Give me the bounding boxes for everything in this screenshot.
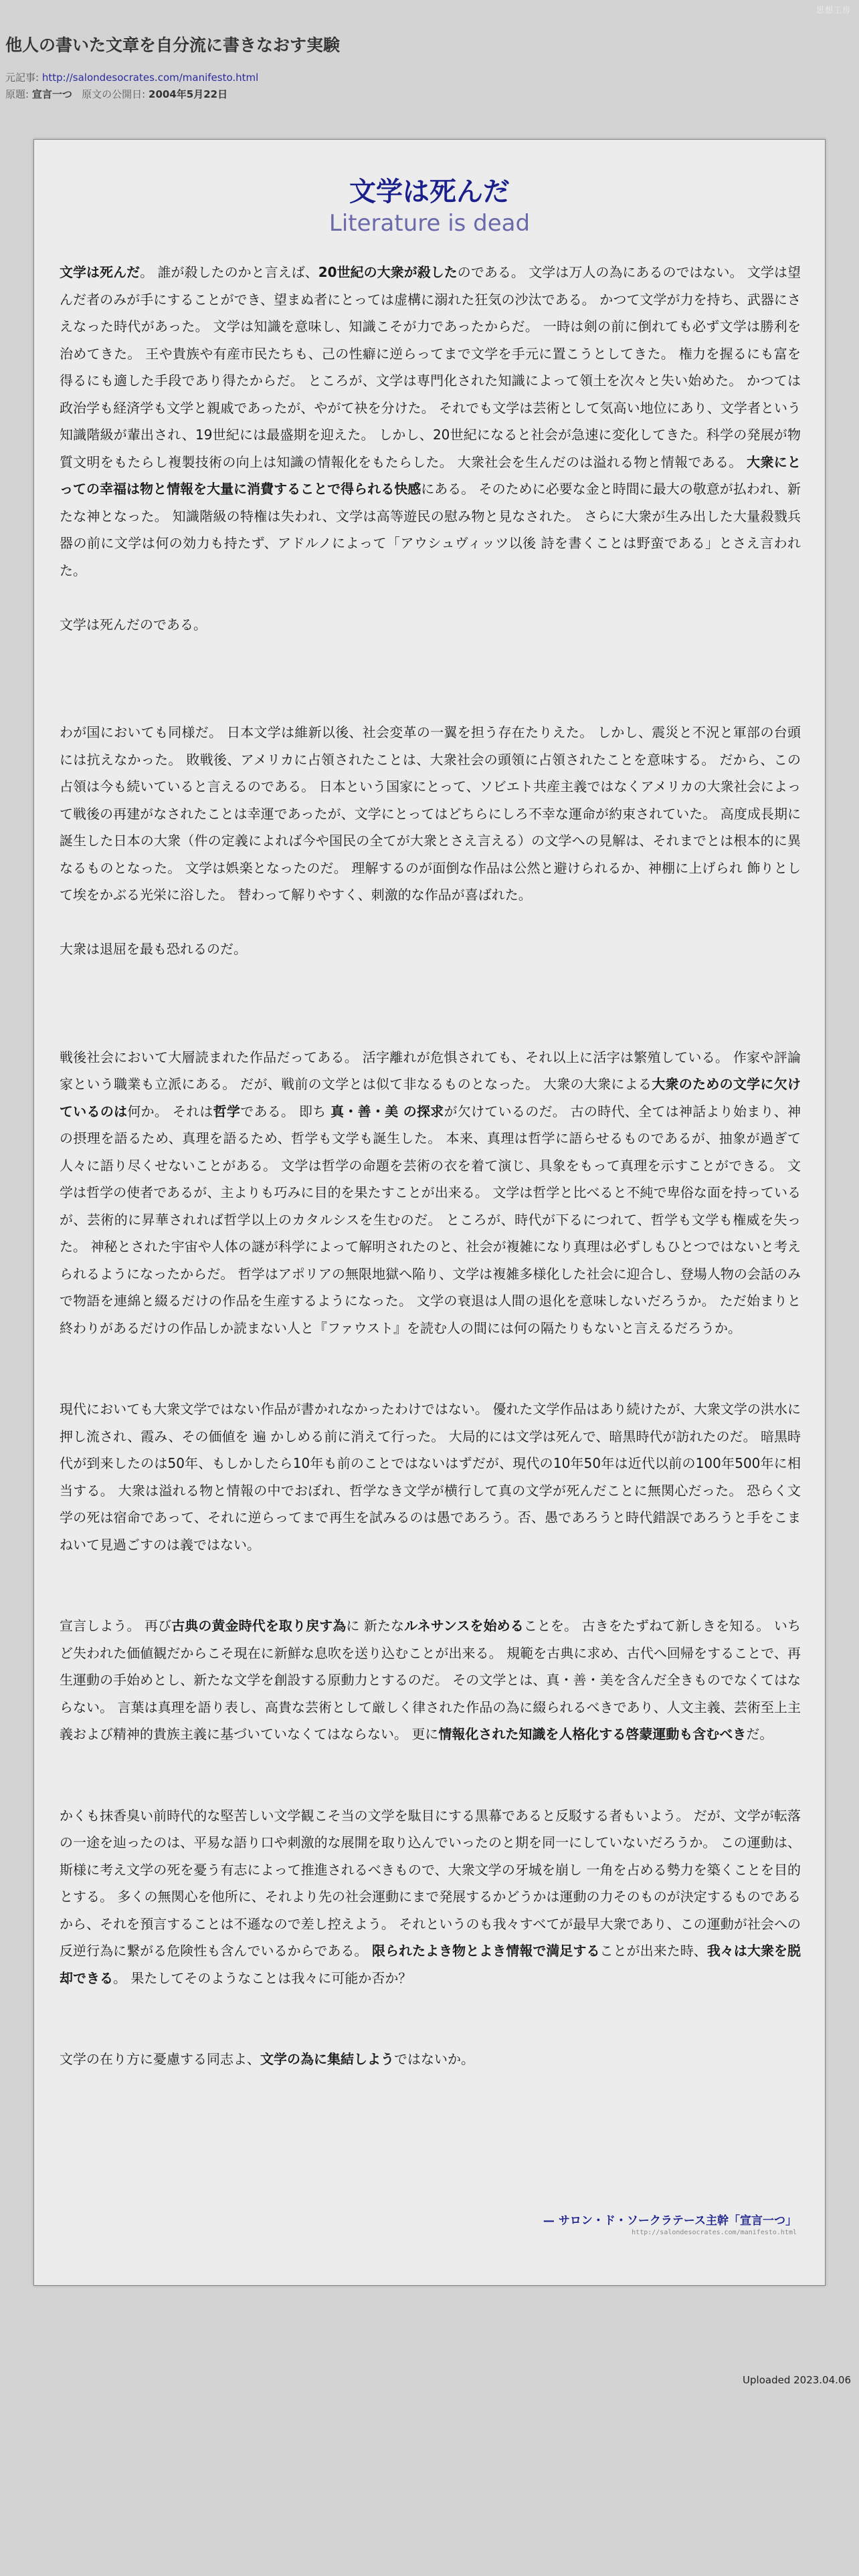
author-name: 宣言一つ	[31, 88, 72, 100]
page-title: 他人の書いた文章を自分流に書きなおす実験	[5, 35, 341, 55]
publish-date: 2004年5月22日	[149, 88, 228, 100]
upload-date: Uploaded 2023.04.06	[743, 2374, 851, 2386]
article-paper	[33, 139, 826, 2286]
paragraph: 文学の在り方に憂慮する同志よ、文学の為に集結しようではないか。	[60, 2051, 474, 2067]
paragraph: 文学は死んだ。 誰が殺したのかと言えば、20世紀の大衆が殺したのである。 文学は万人の為にあるのではない。 文学は望んだ者のみが手にすることができ、望まぬ者にとっては虚構に溺れた狂気の沙汰である。 かつて文学が力を持ち、武器にさえなった時代があった。 文学は知識を意味し、知識こそが力であったからだ。 一時は剣の前に倒れても必ず文学は勝利を治めてきた。 王や貴族や有産市民たちも、己の性癖に逆らってまで文学を手元に置こうとしてきた。 権力を握るにも富を得るにも適した手段であり得たからだ。 ところが、文学は専門化された知識によって領土を次々と失い始めた。 かつては政治学も経済学も文学と親戚であったが、やがて袂を分けた。 それでも文学は芸術として気高い地位にあり、文学者という知識階級が輩出され、19世紀には最盛期を迎えた。 しかし、20世紀になると社会が急速に変化してきた。科学の発展が物質文明をもたらし複製技術の向上は知識の情報化をもたらした。 大衆社会を生んだのは溢れる物と情報である。 大衆にとっての幸福は物と情報を大量に消費することで得られる快感にある。 そのために必要な金と時間に最大の敬意が払われ、新たな神となった。 知識階級の特権は失われ、文学は高等遊民の慰み物と見なされた。 さらに大衆が生み出した大量殺戮兵器の前に文学は何の効力も持たず、アドルノによって「アウシュヴィッツ以後 詩を書くことは野蛮である」とさえ言われた。	[60, 264, 801, 578]
paragraph: 大衆は退屈を最も恐れるのだ。	[60, 941, 247, 957]
date-label: 原文の公開日:	[82, 88, 146, 100]
meta-line	[5, 86, 808, 103]
signature: — サロン・ド・ソークラテース主幹「宣言一つ」	[543, 2214, 797, 2228]
paragraph: 宣言しよう。 再び古典の黄金時代を取り戻す為に 新たなルネサンスを始めることを。 古きをたずねて新しきを知る。 いちど失われた価値観だからこそ現在に新鮮な息吹を送り込むことが出来る。 規範を古典に求め、古代へ回帰をすることで、再生運動の手始めとし、新たな文学を創設する原動力とするのだ。 その文学とは、真・善・美を含んだ全きものでなくてはならない。 言葉は真理を語り表し、高貴な芸術として厳しく律された作品の為に綴られるべきであり、人文主義、芸術至上主義および精神的貴族主義に基づいていなくてはならない。 更に情報化された知識を人格化する啓蒙運動も含むべきだ。	[60, 1618, 801, 1742]
signature-url: http://salondesocrates.com/manifesto.html	[632, 2229, 797, 2236]
source-link[interactable]: http://salondesocrates.com/manifesto.html	[41, 72, 259, 84]
paragraph: かくも抹香臭い前時代的な堅苦しい文学観こそ当の文学を駄目にする黒幕であると反駁する者もいよう。 だが、文学が転落の一途を辿ったのは、平易な語り口や刺激的な展開を取り込んでいったのと期を同一にしていないだろうか。 この運動は、斯様に考え文学の死を憂う有志によって推進されるべきもので、大衆文学の牙城を崩し 一角を占める勢力を築くことを目的とする。 多くの無関心を他所に、それより先の社会運動にまで発展するかどうかは運動の力そのものが決定するものであるから、それを預言することは不遜なので差し控えよう。 それというのも我々すべてが最早大衆であり、この運動が社会への反逆行為に繋がる危険性も含んでいるからである。 限られたよき物とよき情報で満足することが出来た時、我々は大衆を脱却できる。 果たしてそのようなことは我々に可能か否か？	[60, 1807, 801, 1986]
page-header	[5, 32, 808, 103]
paragraph: 現代においても大衆文学ではない作品が書かれなかったわけではない。 優れた文学作品はあり続けたが、大衆文学の洪水に押し流され、霞み、その価値を 遍 かしめる前に消えて行った。 大局的には文学は死んで、暗黒時代が訪れたのだ。 暗黒時代が到来したのは50年、もしかしたら10年も前のことではないはずだが、現代の10年50年は近代以前の100年500年に相当する。 大衆は溢れる物と情報の中でおぼれ、哲学なき文学が横行して真の文学が死んだことに無関心だった。 恐らく文学の死は宿命であって、それに逆らってまで再生を試みるのは愚であろう。否、愚であろうと時代錯誤であろうと手をこまねいて見過ごすのは義ではない。	[60, 1401, 801, 1553]
author-label: 原題:	[5, 88, 29, 100]
article-title-block	[34, 175, 825, 237]
article-title: 文学は死んだ	[349, 177, 510, 207]
article-body	[60, 259, 801, 2073]
corner-watermark: 思想工房	[816, 5, 851, 15]
paragraph: 文学は死んだのである。	[60, 616, 207, 633]
source-label: 元記事:	[5, 72, 39, 84]
paragraph: 戦後社会において大層読まれた作品だってある。 活字離れが危惧されても、それ以上に活字は繁殖している。 作家や評論家という職業も立派にある。 だが、戦前の文学とは似て非なるものとなった。 大衆の大衆による大衆のための文学に欠けているのは何か。 それは哲学である。 即ち 真・善・美 の探求が欠けているのだ。 古の時代、全ては神話より始まり、神の摂理を語るため、真理を語るため、哲学も文学も誕生した。 本来、真理は哲学に語らせるものであるが、抽象が過ぎて人々に語り尽くせないことがある。 文学は哲学の命題を芸術の衣を着て演じ、具象をもって真理を示すことができる。 文学は哲学の使者であるが、主よりも巧みに目的を果たすことが出来る。 文学は哲学と比べると不純で卑俗な面を持っているが、芸術的に昇華されれば哲学以上のカタルシスを生むのだ。 ところが、時代が下るにつれて、哲学も文学も権威を失った。 神秘とされた宇宙や人体の謎が科学によって解明されたのと、社会が複雑になり真理は必ずしもひとつではないと考えられるようになったからだ。 哲学はアポリアの無限地獄へ陥り、文学は複雑多様化した社会に迎合し、登場人物の会話のみで物語を連綿と綴るだけの作品を生産するようになった。 文学の衰退は人間の退化を意味しないだろうか。 ただ始まりと終わりがあるだけの作品しか読まない人と『ファウスト』を読む人の間には何の隔たりもないと言えるだろうか。	[60, 1049, 801, 1336]
article-subtitle: Literature is dead	[328, 210, 531, 237]
source-line	[5, 70, 808, 86]
paragraph: わが国においても同様だ。 日本文学は維新以後、社会変革の一翼を担う存在たりえた。 しかし、震災と不況と軍部の台頭には抗えなかった。 敗戦後、アメリカに占領されたことは、大衆社会の頭領に占領されたことを意味する。 だから、この占領は今も続いていると言えるのである。 日本という国家にとって、ソビエト共産主義ではなくアメリカの大衆社会によって戦後の再建がなされたことは幸運であったが、文学にとってはどちらにしろ不幸な運命が約束されていた。 高度成長期に誕生した日本の大衆（件の定義によれば今や国民の全てが大衆とさえ言える）の文学への見解は、それまでとは根本的に異なるものとなった。 文学は娯楽となったのだ。 理解するのが面倒な作品は公然と避けられるか、神棚に上げられ 飾りとして埃をかぶる光栄に浴した。 替わって解りやすく、刺激的な作品が喜ばれた。	[60, 724, 801, 903]
